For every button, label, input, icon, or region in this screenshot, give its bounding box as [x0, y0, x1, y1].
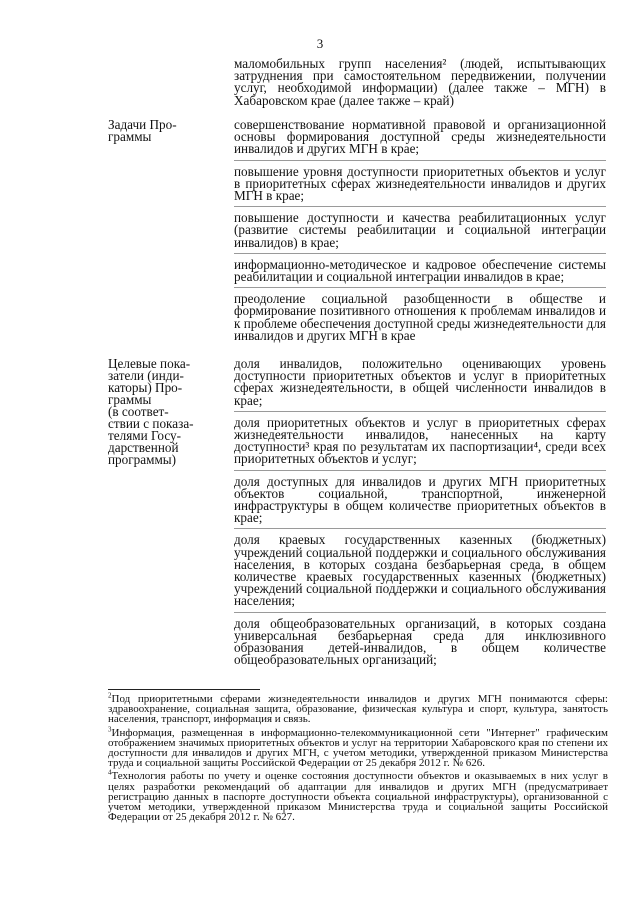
footnote-text: Под приоритетными сферами жизнедеятельности инвалидов и других МГН понимаются сферы: здравоохранение, социальная защита, образование, физическая культура и спорт, культура, занятость населения, транспорт, информация и связь. — [108, 693, 608, 726]
footnote — [108, 724, 608, 770]
footnote-mark: 3 — [108, 724, 112, 733]
divider — [234, 612, 606, 613]
section-label-indicators: Целевые пока- затели (инди- каторы) Про- граммы (в соответ- ствии с показа- телями Госу- дарственной программы) — [108, 356, 194, 467]
task-item: повышение уровня доступности приоритетных объектов и услуг в приоритетных сферах жизнедеятельности инвалидов и других МГН в крае; — [234, 163, 606, 204]
divider — [234, 206, 606, 207]
task-item: преодоление социальной разобщенности в обществе и формирование позитивного отношения к проблемам инвалидов и к проблеме обеспечения доступной среды жизнедеятельности для инвалидов и других МГН в крае — [234, 291, 606, 343]
task-item: повышение доступности и качества реабилитационных услуг (развитие системы реабилитации и социальной интеграции инвалидов) в крае; — [234, 210, 606, 250]
section-indicators — [234, 358, 606, 666]
indicator-item: доля приоритетных объектов и услуг в приоритетных сферах жизнедеятельности инвалидов, нанесенных на карту доступности³ края по результатам их паспортизации⁴, среди всех приоритетных объектов и услуг; — [234, 414, 606, 467]
section-label-tasks: Задачи Про- граммы — [108, 117, 177, 144]
footnote-text: Информация, размещенная в информационно-телекоммуникационной сети "Интернет" графическим отображением значимых приоритетных объектов и услуг на территории Хабаровского края по степени их доступности для инвалидов и других МГН, с учетом методики, утвержденной приказом Министерства труда и социальной защиты Российской Федерации от 25 декабря 2012 г. № 626. — [108, 726, 608, 770]
divider — [234, 470, 606, 471]
divider — [234, 160, 606, 161]
divider — [234, 253, 606, 254]
divider — [234, 528, 606, 529]
intro-block — [234, 58, 606, 107]
footnote-separator — [108, 689, 260, 690]
section-tasks — [234, 119, 606, 342]
divider — [234, 287, 606, 288]
task-item: информационно-методическое и кадровое обеспечение системы реабилитации и социальной интеграции инвалидов в крае; — [234, 256, 606, 285]
indicator-item: доля краевых государственных казенных (бюджетных) учреждений социальной поддержки и социального обслуживания населения, в которых создана безбарьерная среда, в общем количестве краевых государственных казенных (бюджетных) учреждений социальной поддержки и социального обслуживания населения; — [234, 532, 606, 609]
footnote — [108, 691, 608, 726]
page-number: 3 — [316, 36, 324, 51]
footnote — [108, 768, 608, 824]
divider — [234, 411, 606, 412]
footnotes — [108, 691, 608, 825]
task-item: совершенствование нормативной правовой и организационной основы формирования доступной среды жизнедеятельности инвалидов и других МГН в крае; — [234, 117, 606, 157]
footnote-mark: 2 — [108, 691, 112, 700]
indicator-item: доля инвалидов, положительно оценивающих уровень доступности приоритетных объектов и услуг в приоритетных сферах жизнедеятельности, в общей численности инвалидов в крае; — [234, 356, 606, 408]
intro-text: маломобильных групп населения² (людей, испытывающих затруднения при самостоятельном передвижении, получении услуг, необходимой информации) (далее также – МГН) в Хабаровском крае (далее также – край) — [234, 56, 606, 108]
indicator-item: доля доступных для инвалидов и других МГН приоритетных объектов социальной, транспортной, инженерной инфраструктуры в общем количестве приоритетных объектов в крае; — [234, 473, 606, 526]
indicator-item: доля общеобразовательных организаций, в которых создана универсальная безбарьерная среда для инклюзивного образования детей-инвалидов, в общем количестве общеобразовательных организаций; — [234, 615, 606, 668]
footnote-text: Технология работы по учету и оценке состояния доступности объектов и оказываемых в них услуг в целях разработки рекомендаций об адаптации для инвалидов и других МГН (предусматривает регистрацию данных в паспорте доступности объекта социальной инфраструктуры), организованной с учетом методики, утвержденной приказом Министерства труда и социальной защиты Российской Федерации от 25 декабря 2012 г. № 627. — [108, 770, 608, 824]
footnote-mark: 4 — [108, 768, 112, 777]
